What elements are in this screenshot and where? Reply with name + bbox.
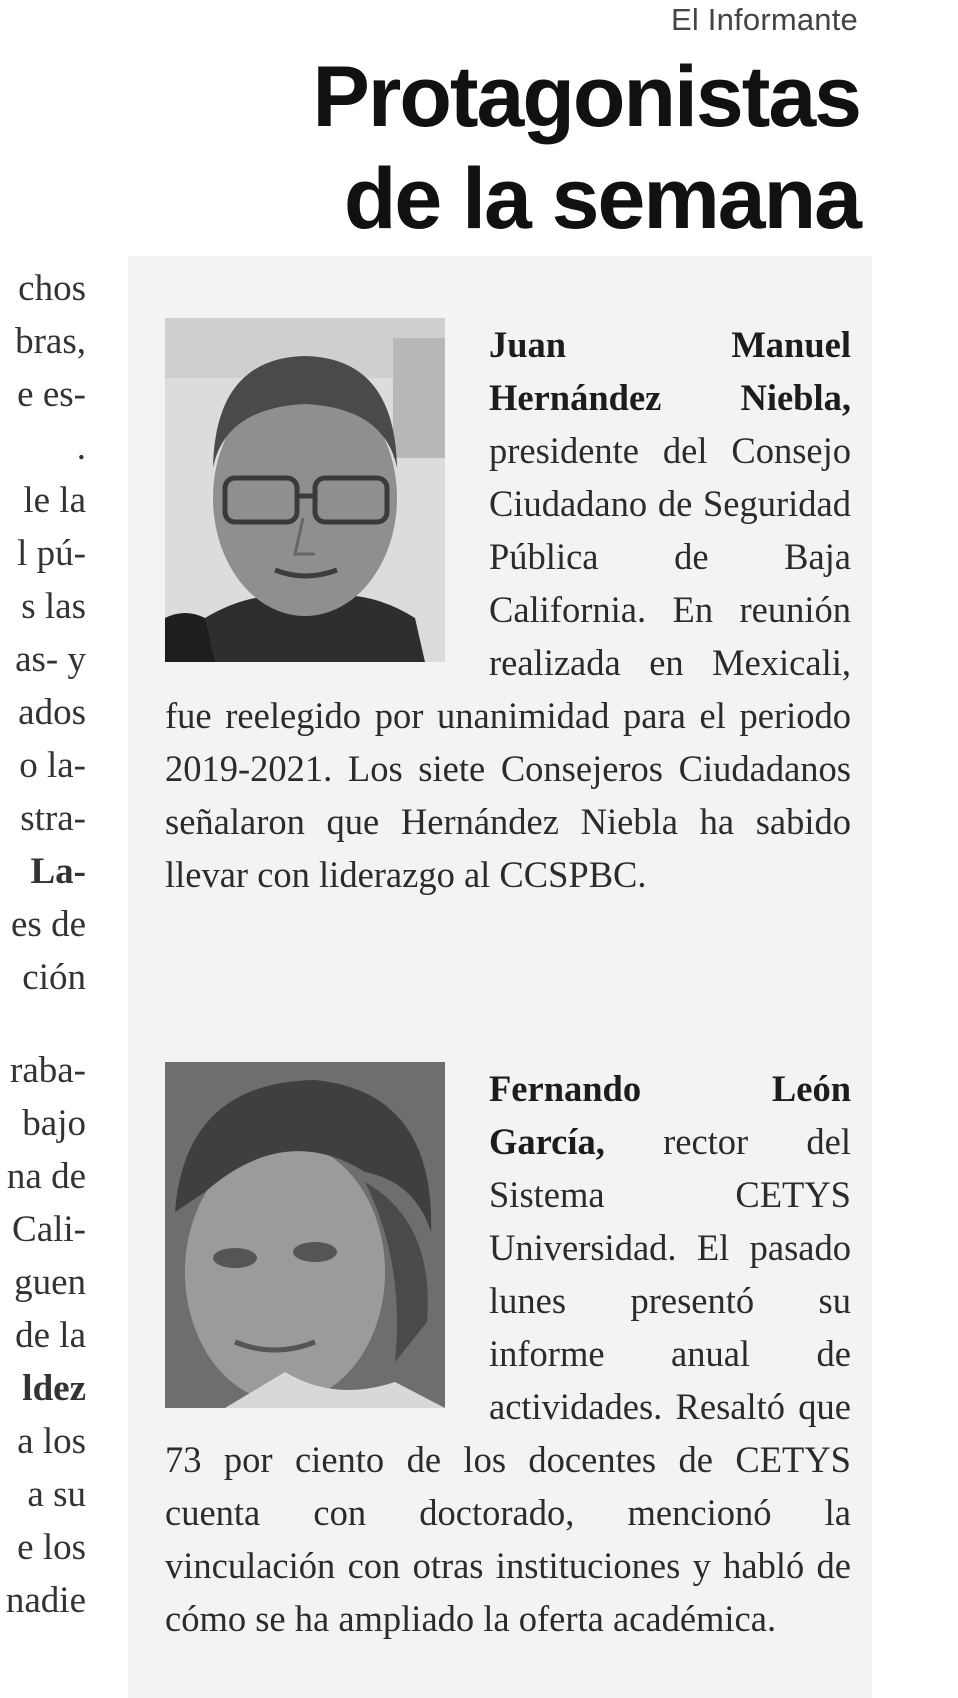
profile-card [165,1062,851,1645]
profile-card [165,318,851,901]
fragment-line: es de [11,904,86,945]
fragment-line: ados [18,692,86,733]
fragment-line: bras, [15,321,86,362]
fragment-line: e los [17,1527,86,1568]
kicker: El Informante [671,2,858,37]
fragment-line: as- y [15,639,86,680]
profile-name: Juan Manuel Hernández Niebla, [489,324,851,418]
fragment-line: le la [23,480,86,521]
profile-name: Fernando León García, [489,1068,851,1162]
fragment-line: guen [14,1262,86,1303]
fragment-line: o la- [19,745,86,786]
fragment-line: a su [27,1474,86,1515]
headline-line-1: Protagonistas [312,49,860,145]
fragment-line: na de [6,1156,86,1197]
fragment-line: chos [18,268,86,309]
profile-description: presidente del Consejo Ciudadano de Seguridad Pública de Baja California. En reunión realizada en Mexicali, fue reelegido por unanimidad para el periodo 2019-2021. Los siete Consejeros Ciudadanos señalaron que Hernández Niebla ha sabido llevar con liderazgo al CCSPBC. [165,430,851,895]
fragment-line: a los [17,1421,86,1462]
headline [313,46,860,250]
headline-line-2: de la semana [343,151,860,247]
fragment-line: ción [22,957,86,998]
portrait-photo [165,1062,445,1408]
fragment-line: nadie [5,1580,86,1621]
fragment-line: e es- [17,374,86,415]
fragment-line: ldez [22,1368,86,1409]
fragment-line: La- [30,851,86,892]
fragment-line: bajo [22,1103,86,1144]
portrait-photo [165,318,445,662]
fragment-line: raba- [10,1050,86,1091]
fragment-line: . [76,427,86,468]
fragment-line: de la [15,1315,86,1356]
fragment-line: stra- [20,798,86,839]
fragment-line: Cali- [12,1209,86,1250]
profile-description: rector del Sistema CETYS Universidad. El pasado lunes presentó su informe anual de actividades. Resaltó que 73 por ciento de los docentes de CETYS cuenta con doctorado, mencionó la vinculación con otras instituciones y habló de cómo se ha ampliado la oferta académica. [165,1121,851,1639]
left-column-fragments [0,262,86,1627]
fragment-line: s las [21,586,86,627]
fragment-line: l pú- [17,533,86,574]
